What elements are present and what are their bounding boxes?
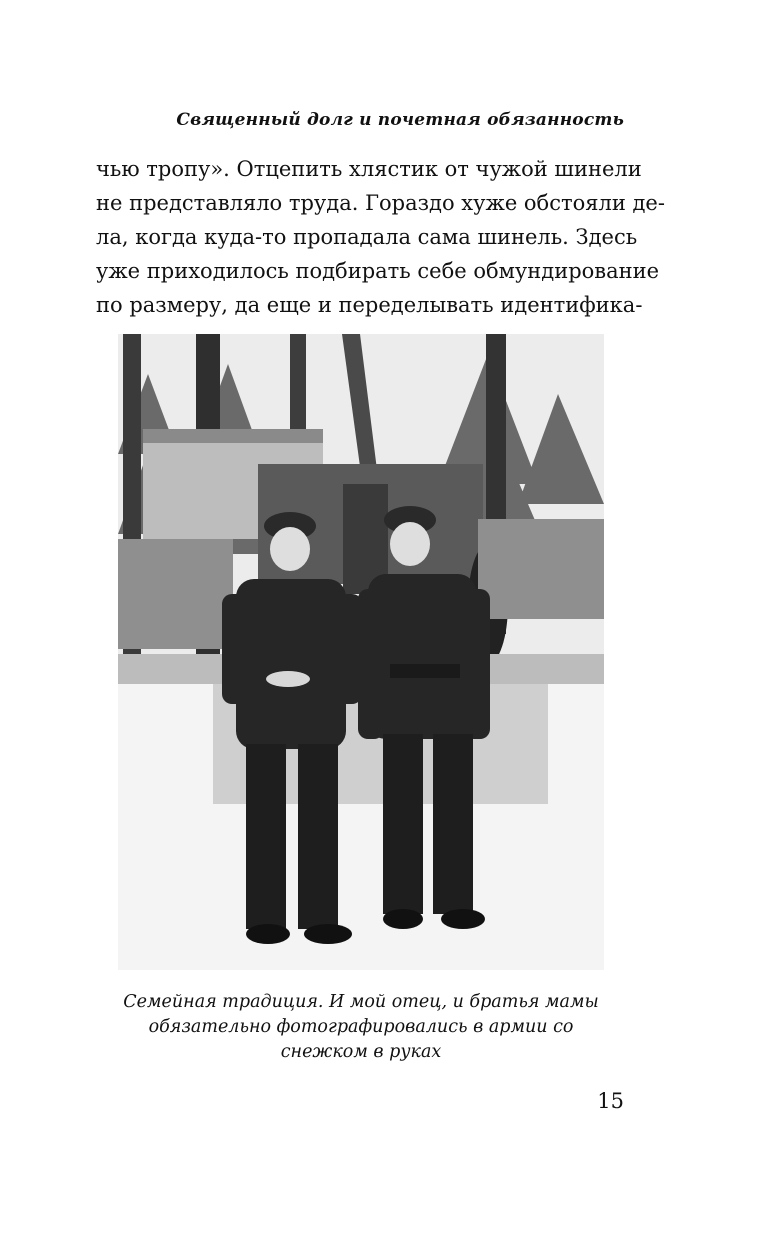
photo-caption bbox=[96, 990, 626, 1065]
caption-line: снежком в руках bbox=[280, 1042, 442, 1062]
body-line: не представляло труда. Гораздо хуже обстояли де- bbox=[96, 191, 665, 215]
caption-line: обязательно фотографировались в армии со bbox=[148, 1017, 574, 1037]
running-head: Священный долг и почетная обязанность bbox=[176, 110, 624, 130]
body-line: уже приходилось подбирать себе обмундирование bbox=[96, 259, 660, 283]
caption-line: Семейная традиция. И мой отец, и братья мамы bbox=[123, 992, 599, 1012]
body-paragraph bbox=[96, 152, 665, 322]
photo-soldiers-with-cannon bbox=[118, 334, 604, 970]
page-number: 15 bbox=[597, 1089, 624, 1113]
body-line: по размеру, да еще и переделывать идентифика- bbox=[96, 293, 643, 317]
body-line: чью тропу». Отцепить хлястик от чужой шинели bbox=[96, 157, 642, 181]
body-line: ла, когда куда-то пропадала сама шинель. Здесь bbox=[96, 225, 638, 249]
